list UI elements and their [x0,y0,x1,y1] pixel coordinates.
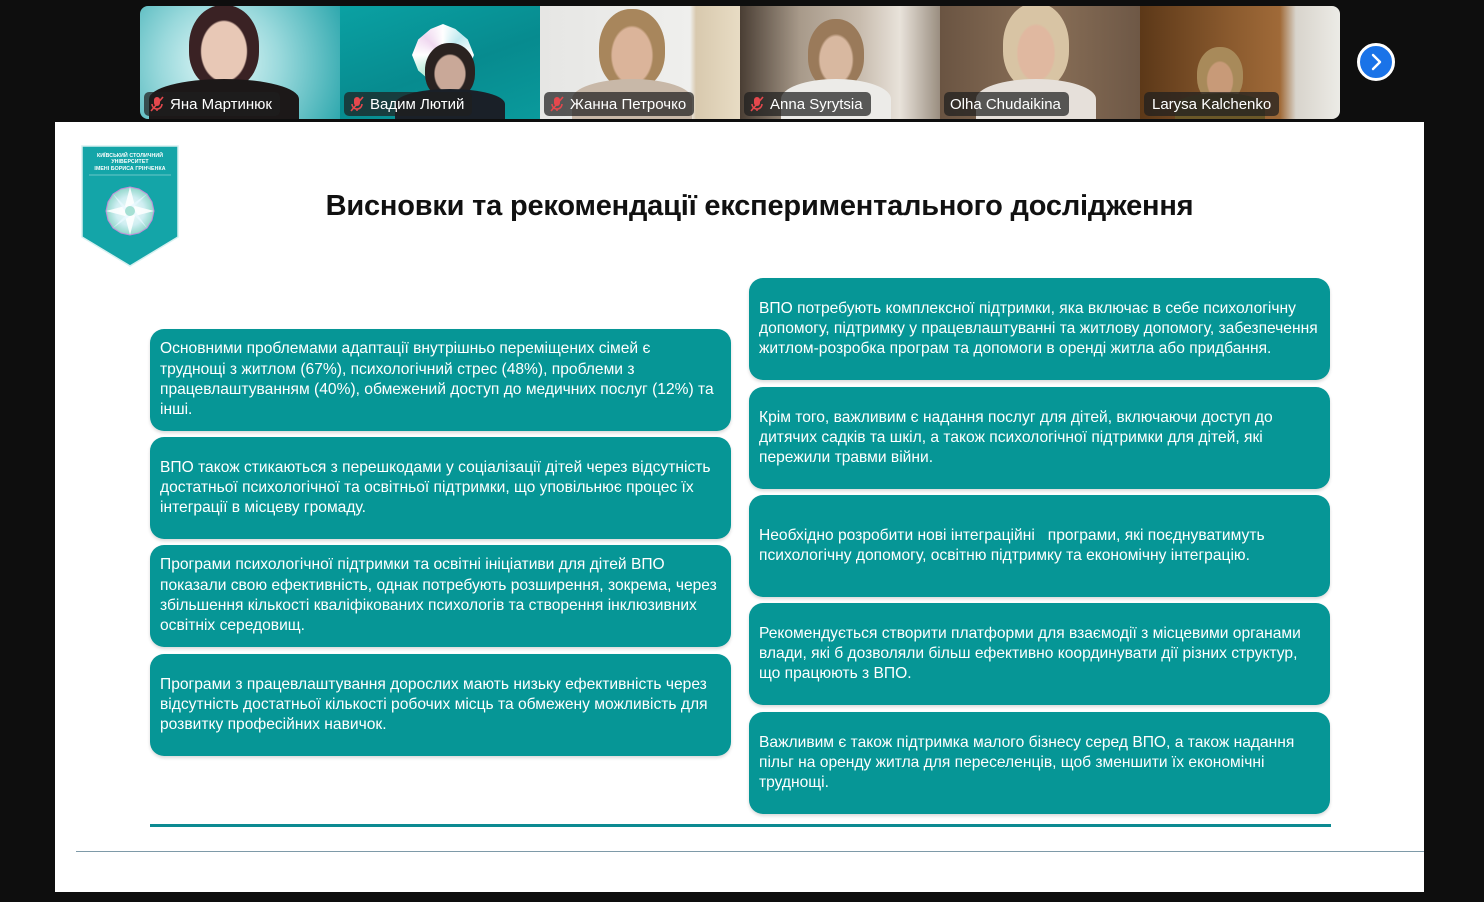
participant-tile-2[interactable] [340,6,540,119]
recommendation-text: ВПО потребують комплексної підтримки, яка включає в себе психологічну допомогу, підтримку у працевлаштуванні та житлову допомогу, забезпечення житлом-розробка програм та допомоги в оренді житла або придбання. [759,299,1318,358]
participant-name-tag [944,92,1069,116]
conclusion-box-4 [150,654,731,756]
recommendation-box-4 [749,603,1330,705]
participant-name: Вадим Лютий [370,95,465,113]
participant-tile-4[interactable] [740,6,940,119]
participant-name: Larysa Kalchenko [1152,95,1272,113]
participant-name-tag [744,92,871,116]
shared-presentation-slide [55,122,1424,892]
next-participants-page-button[interactable] [1357,43,1395,81]
conclusion-box-3 [150,545,731,647]
recommendation-box-2 [749,387,1330,489]
conclusion-text: Програми з працевлаштування дорослих мають низьку ефективність через відсутність достатньої кількості робочих місць та обмежену можливість для розвитку професійних навичок. [160,675,708,734]
participant-name: Яна Мартинюк [170,95,272,113]
recommendation-box-5 [749,712,1330,814]
mic-muted-icon [350,96,364,112]
participant-tile-6[interactable] [1140,6,1340,119]
logo-university-subname: ІМЕНІ БОРИСА ГРІНЧЕНКА [94,165,166,172]
conclusion-box-1 [150,329,731,431]
recommendation-box-3 [749,495,1330,597]
conclusion-text: Основними проблемами адаптації внутрішньо переміщених сімей є труднощі з житлом (67%), психологічний стрес (48%), проблеми з працевлаштуванням (40%), обмежений доступ до медичних послуг (12%) та інші. [160,340,714,419]
participant-name-tag [1144,92,1279,116]
recommendation-text: Рекомендується створити платформи для взаємодії з місцевими органами влади, які б дозволяли більш ефективно координувати дії різних структур, що працюють з ВПО. [759,624,1301,683]
mic-muted-icon [750,96,764,112]
recommendation-text: Необхідно розробити нові інтеграційні програми, які поєднуватимуть психологічну допомогу, освітню підтримку та економічну інтеграцію. [759,526,1269,564]
participant-name: Anna Syrytsia [770,95,863,113]
mic-muted-icon [550,96,564,112]
participant-tile-5-active-speaker[interactable] [940,6,1140,119]
recommendation-text: Крім того, важливим є надання послуг для дітей, включаючи доступ до дитячих садків та шкіл, а також психологічної підтримки для дітей, які пережили травми війни. [759,408,1273,467]
participant-name: Жанна Петрочко [570,95,687,113]
logo-university-name: КИЇВСЬКИЙ СТОЛИЧНИЙ УНІВЕРСИТЕТ [96,153,164,166]
chevron-right-icon [1369,53,1383,71]
participant-name-tag [144,92,280,116]
conclusion-box-2 [150,437,731,539]
slide-divider-teal [150,824,1331,827]
conclusion-text: ВПО також стикаються з перешкодами у соціалізації дітей через відсутність достатньої психологічної та освітньої підтримки, що уповільнює процес їх інтеграції в місцеву громаду. [160,458,711,517]
slide-title: Висновки та рекомендації експериментального дослідження [325,190,1194,222]
recommendation-text: Важливим є також підтримка малого бізнесу серед ВПО, а також надання пільг на оренду житла для переселенців, щоб зменшити їх економічні труднощі. [759,733,1295,792]
participant-name: Olha Chudaikina [950,95,1061,113]
participant-name-tag [344,92,472,116]
mic-muted-icon [150,96,164,112]
recommendation-box-1 [749,278,1330,380]
slide-footer-line [76,851,1424,852]
participant-video-strip [140,6,1340,119]
participant-name-tag [544,92,694,116]
participant-tile-3[interactable] [540,6,740,119]
conclusion-text: Програми психологічної підтримки та освітні ініціативи для дітей ВПО показали свою ефективність, однак потребують розширення, зокрема, через збільшення кількості кваліфікованих психологів та створення інклюзивних освітніх середовищ. [160,556,717,635]
participant-tile-1[interactable] [140,6,340,119]
